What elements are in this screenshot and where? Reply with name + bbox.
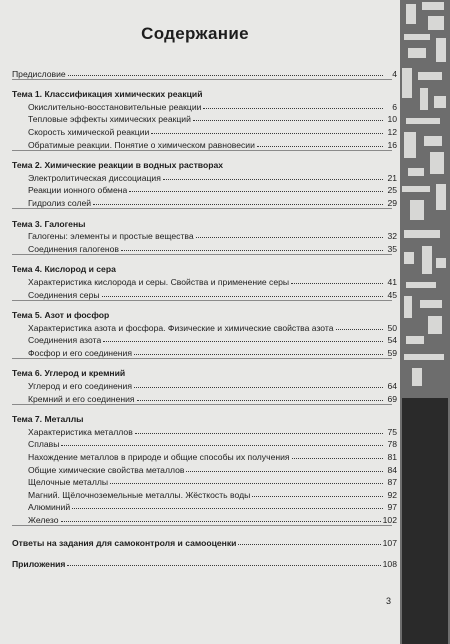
toc-entry-title: Гидролиз солей xyxy=(28,197,92,208)
toc-entry xyxy=(12,333,397,346)
toc-entry xyxy=(12,449,397,462)
toc-section-heading xyxy=(12,557,397,570)
toc-leader-dots xyxy=(93,204,383,205)
toc-page-number: 108 xyxy=(382,559,397,570)
toc-spacer xyxy=(12,405,397,412)
toc-spacer xyxy=(12,80,397,87)
toc-entry-title: Характеристика кислорода и серы. Свойства и применение серы xyxy=(28,276,290,287)
toc-page-number: 59 xyxy=(387,347,397,358)
toc-entry xyxy=(12,112,397,125)
toc-spacer xyxy=(12,209,397,216)
toc-entry-title: Соединения галогенов xyxy=(28,243,119,254)
toc-leader-dots xyxy=(129,191,383,192)
toc-section-heading xyxy=(12,308,397,321)
toc-page-number: 29 xyxy=(387,197,397,208)
toc-entry xyxy=(12,170,397,183)
toc-entry-title: Нахождение металлов в природе и общие способы их получения xyxy=(28,452,290,463)
toc-entry-title: Скорость химической реакции xyxy=(28,126,150,137)
toc-leader-dots xyxy=(257,146,383,147)
toc-section-heading xyxy=(12,412,397,425)
toc-leader-dots xyxy=(135,433,383,434)
toc-entry-title: Алюминий xyxy=(28,502,71,513)
toc-page-number: 97 xyxy=(387,502,397,513)
toc-leader-dots xyxy=(68,75,383,76)
toc-page-number: 16 xyxy=(387,139,397,150)
toc-entry-title: Приложения xyxy=(12,559,66,570)
toc-entry-title: Ответы на задания для самоконтроля и самооценки xyxy=(12,537,237,548)
toc-entry xyxy=(12,274,397,287)
toc-entry-title: Обратимые реакции. Понятие о химическом равновесии xyxy=(28,139,255,150)
toc-entry-title: Углерод и его соединения xyxy=(28,381,132,392)
toc-entry-title: Характеристика азота и фосфора. Физические и химические свойства азота xyxy=(28,322,334,333)
toc-page-number: 10 xyxy=(387,114,397,125)
toc-entry xyxy=(12,241,397,254)
toc-leader-dots xyxy=(134,354,383,355)
toc-entry xyxy=(12,424,397,437)
table-of-contents xyxy=(12,66,397,569)
toc-entry-title: Тема 1. Классификация химических реакций xyxy=(12,89,203,100)
toc-entry-title: Кремний и его соединения xyxy=(28,393,135,404)
toc-entry xyxy=(12,195,397,208)
toc-leader-dots xyxy=(72,508,383,509)
page-title: Содержание xyxy=(141,24,249,43)
toc-entry-title: Щелочные металлы xyxy=(28,477,109,488)
toc-spacer xyxy=(12,526,397,535)
toc-page-number: 75 xyxy=(387,426,397,437)
toc-spacer xyxy=(12,301,397,308)
toc-section-heading xyxy=(12,535,397,548)
toc-page-number: 54 xyxy=(387,335,397,346)
toc-page-number: 64 xyxy=(387,381,397,392)
toc-page-number: 45 xyxy=(387,289,397,300)
toc-entry xyxy=(12,183,397,196)
toc-page-number: 81 xyxy=(387,452,397,463)
toc-entry-title: Тема 5. Азот и фосфор xyxy=(12,310,110,321)
toc-entry-preface xyxy=(12,66,397,79)
toc-entry xyxy=(12,320,397,333)
toc-entry-title: Характеристика металлов xyxy=(28,426,133,437)
toc-leader-dots xyxy=(103,341,383,342)
toc-entry-title: Магний. Щёлочноземельные металлы. Жёсткость воды xyxy=(28,489,251,500)
page-number: 3 xyxy=(386,596,392,606)
toc-entry-title: Соединения серы xyxy=(28,289,100,300)
toc-leader-dots xyxy=(134,387,383,388)
toc-entry-title: Тема 6. Углерод и кремний xyxy=(12,368,126,379)
toc-entry xyxy=(12,475,397,488)
toc-leader-dots xyxy=(203,108,383,109)
toc-leader-dots xyxy=(61,521,381,522)
toc-entry-title: Реакции ионного обмена xyxy=(28,185,128,196)
toc-entry xyxy=(12,287,397,300)
toc-page-number: 50 xyxy=(387,322,397,333)
toc-section-heading xyxy=(12,366,397,379)
toc-page-number: 25 xyxy=(387,185,397,196)
toc-page-number: 69 xyxy=(387,393,397,404)
toc-page-number: 78 xyxy=(387,439,397,450)
toc-spacer xyxy=(12,548,397,557)
toc-page-number: 21 xyxy=(387,172,397,183)
toc-entry-title: Окислительно-восстановительные реакции xyxy=(28,101,202,112)
toc-entry xyxy=(12,345,397,358)
toc-leader-dots xyxy=(163,179,383,180)
toc-spacer xyxy=(12,151,397,158)
toc-page-number: 92 xyxy=(387,489,397,500)
toc-leader-dots xyxy=(102,296,383,297)
toc-entry xyxy=(12,487,397,500)
toc-leader-dots xyxy=(336,329,384,330)
toc-entry xyxy=(12,137,397,150)
toc-entry-title: Тема 2. Химические реакции в водных растворах xyxy=(12,160,224,171)
toc-entry xyxy=(12,391,397,404)
toc-section-heading xyxy=(12,87,397,100)
toc-leader-dots xyxy=(193,120,383,121)
toc-entry-title: Соединения азота xyxy=(28,335,102,346)
toc-page-number: 41 xyxy=(387,276,397,287)
toc-entry-title: Тема 3. Галогены xyxy=(12,218,86,229)
decorative-side-strip xyxy=(400,0,450,644)
toc-leader-dots xyxy=(292,458,383,459)
toc-entry-title: Предисловие xyxy=(12,68,66,79)
toc-entry-title: Галогены: элементы и простые вещества xyxy=(28,231,194,242)
toc-entry-title: Тепловые эффекты химических реакций xyxy=(28,114,191,125)
toc-page-number: 32 xyxy=(387,231,397,242)
toc-entry xyxy=(12,437,397,450)
toc-page-number: 107 xyxy=(382,537,397,548)
toc-leader-dots xyxy=(151,133,383,134)
toc-leader-dots xyxy=(238,544,380,545)
toc-page-number: 102 xyxy=(382,515,397,525)
toc-leader-dots xyxy=(291,283,383,284)
toc-entry-title: Тема 4. Кислород и сера xyxy=(12,264,116,275)
toc-leader-dots xyxy=(196,237,383,238)
toc-entry-title: Сплавы xyxy=(28,439,60,450)
toc-spacer xyxy=(12,255,397,262)
toc-section-heading xyxy=(12,216,397,229)
toc-page-number: 84 xyxy=(387,464,397,475)
toc-leader-dots xyxy=(252,496,383,497)
toc-entry xyxy=(12,229,397,242)
toc-entry-title: Общие химические свойства металлов xyxy=(28,464,185,475)
toc-leader-dots xyxy=(61,445,383,446)
toc-entry-title: Железо xyxy=(28,515,59,525)
toc-leader-dots xyxy=(137,400,383,401)
toc-entry xyxy=(12,99,397,112)
toc-spacer xyxy=(12,359,397,366)
toc-section-heading xyxy=(12,158,397,171)
toc-entry xyxy=(12,462,397,475)
toc-page-number: 4 xyxy=(392,68,397,79)
toc-entry xyxy=(12,124,397,137)
toc-page-number: 6 xyxy=(392,101,397,112)
toc-leader-dots xyxy=(110,483,383,484)
toc-entry-title: Тема 7. Металлы xyxy=(12,414,84,425)
toc-entry xyxy=(12,512,397,525)
toc-entry-title: Электролитическая диссоциация xyxy=(28,172,161,183)
toc-page-number: 35 xyxy=(387,243,397,254)
toc-section-heading xyxy=(12,262,397,275)
toc-page-number: 12 xyxy=(387,126,397,137)
toc-entry xyxy=(12,378,397,391)
toc-leader-dots xyxy=(186,471,383,472)
toc-page-number: 87 xyxy=(387,477,397,488)
toc-leader-dots xyxy=(67,565,380,566)
toc-entry-title: Фосфор и его соединения xyxy=(28,347,133,358)
toc-leader-dots xyxy=(121,250,383,251)
toc-entry xyxy=(12,500,397,513)
